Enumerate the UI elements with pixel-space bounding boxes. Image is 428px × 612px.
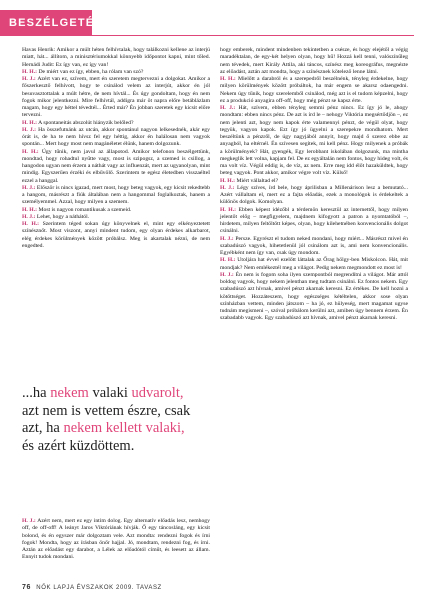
section-title: BESZÉLGETÉS (9, 17, 103, 29)
paragraph-text: Most is nagyon romantikusak a szemeid. (38, 206, 132, 213)
paragraph (22, 47, 210, 69)
speaker-label: H. H.: (22, 119, 38, 126)
pull-quote (22, 385, 212, 455)
right-column (220, 47, 408, 323)
speaker-label: H. J.: (220, 105, 236, 111)
paragraph (22, 207, 210, 214)
pull-quote-line-2: azt nem is vettem észre, csak (22, 402, 191, 419)
section-tab (0, 10, 103, 36)
left-column (22, 47, 210, 250)
paragraph (220, 105, 408, 178)
paragraph-text: Lehet, hogy a náthától. (36, 213, 90, 220)
section-rule (92, 35, 414, 36)
paragraph (22, 69, 210, 76)
speaker-label: H. J.: (220, 184, 235, 191)
paragraph-text: Azért nem, mert ez egy intim dolog. Egy alternatív előadás lesz, nemhogy off, de off-off! A leányt Jaros Viktóriának hívják. Ő egy táncosláng, egy kicsit bolond, és én egyszer már dolgoztam vele. Azt mondta: rendezni fogok és írni fogok! Mondta, hogy az írásban önőr hajjal. Jó, mondtam, rendezni fog, és írni. Aztán az előadást egy darabot, a Lélek az előadótól címűt, és leesett az állam. Ennyit tudok mondani. (22, 518, 210, 561)
paragraph-text: Azért van ez, szívem, mert én szeretem megtervezni a dolgokat. Amikor a főszerkesztő felhívott, hogy te csinálod velem az interjút, akkor én jól besuvasztottalak a múlt hétre, de nem hívtál... És úgy gondoltam, hogy én nem fogok mikor jelentkezni. Mire felhívtál, addigra már öt napra előre betáblázlam magam, hogy egy héttel tévedtél... Érted már? Én jobban szeretek egy kicsit előre tervezni. (22, 76, 210, 119)
paragraph-text: Légy szíves, írd bele, hogy áprilisban a Millenárison lesz a bemutató... Azért vállaltam el, mert ez a fajta előadás, ezek a monológok is érdekeltek a különös dolgok. Komolyan. (220, 184, 408, 206)
speaker-label: H. H.: (220, 177, 236, 184)
paragraph-text: Szerintem téged sokan úgy könyvelnek el, mint egy elkényeztetett színésznőt. Most viszont, annyi mindent tudom, egy olyan érdekes alkarbarot, elég érdekes körülmények között próbálsz. Meg is akartalak nézni, de nem engedted. (22, 221, 210, 249)
paragraph-text: Ha összefutnánk az utcán, akkor spontánul nagyon lelkesednék, akár egy órát is, de ha te nem hívsz fel egy héttig, akkor én halálosan nem vagyok spontán... Mert hogy most nem magánéletet élünk, hanem dolgozunk. (22, 126, 210, 148)
magazine-issue: NŐK LAPJA ÉVSZAKOK 2009. TAVASZ (36, 585, 162, 591)
paragraph (220, 185, 408, 207)
page-footer (22, 584, 162, 591)
paragraph-text: Én nem is fogom soha ilyen szempontból megrendítni a világot. Már attól boldog vagyok, hogy nekem jelenthan meg tudtam csinálni. Ez fontos nekem. Egy szabadúszó azt hívnak, amivel pénzt akarnak keresni. Ez értékes. De kell hozni a kötöttséget. Hozzáteszem, hogy egészséges kétéltelen, akkor sose olyan színházban vettem, minden játszom – ha jó, ez hülyeség, mert magamat ugyse tudnám megismeni –, szóval próbálom kerülni azt, amiben úgy bennem érzem. Én szabadabb vagyok. Egy szabadúszó azt hívnak, amivel pénzt akarnak keresni. (220, 271, 408, 322)
speaker-label: H. J.: (22, 184, 36, 191)
paragraph (220, 272, 408, 323)
paragraph-text: De miért van ez így, ebben, ha rólam van szó? (38, 68, 144, 75)
paragraph (22, 214, 210, 221)
paragraph-text: Mielőtt a darabról és a szerepedről beszélnénk, tényleg érdekelne, hogy milyen körülmények között próbáltok, ha már engem se akarsz odaengedni. Nekem úgy tűnik, hogy szerelemből csinálod, még azt is el tudom képzelni, hogy ez a produkció anyagira off-off, hogy még pénzt se kapsz érte. (220, 76, 408, 104)
pull-quote-line-1: ...ha nekem valaki udvarolt, (22, 385, 184, 401)
paragraph-text: Miért vállaltad el? (236, 177, 279, 184)
speaker-label: H. J.: (22, 76, 36, 82)
paragraph-text: Havas Henrik: Amikor a múlt héten felhívtalak, hogy találkozni kellene az interjú miatt, hát... állítom, a minisztériumokkal könnyebb időpontot kapni, mint tőled. Hernádi Judit: Ez így van, ez így van! (22, 47, 210, 68)
speaker-label: H. H.: (22, 221, 40, 227)
paragraph-text: Először is nincs igazad, mert most, hogy beteg vagyok, egy kicsit rekedtebb a hangom, másrészt a fiúk általában nem a hangommal foglalkoztak, hanem a személyemmel. Azzal, hogy milyen a szemem. (22, 184, 211, 206)
paragraph-text: Ebben képest idézőbl a térdemön keresztül az internettől, hogy milyen jelentőt előg – megfigyelem, majdnem kifogyott a patron a nyomtatóból –, hirdetem, milyen feltöltött képes, olyan, hogy kilehetnében konvencionális dolgot csinálni. (220, 206, 408, 235)
speaker-label: H. H.: (22, 68, 38, 75)
speaker-label: H. J.: (22, 126, 37, 133)
pull-quote-line-4: és azért küzdöttem. (22, 437, 135, 454)
paragraph (220, 207, 408, 236)
speaker-label: H. H.: (220, 76, 236, 82)
speaker-label: H. J.: (220, 235, 234, 242)
paragraph (220, 257, 408, 272)
speaker-label: H. J.: (220, 271, 234, 278)
paragraph (22, 518, 210, 562)
left-column-continued (22, 518, 210, 562)
paragraph-text: Utoljára hat évvel ezelőtt láttalak az Őrag hölgy-ben Miskolcon. Hát, mit mondjak? Nem emlékeztél meg a világot. Pedig nekem megmondott ez most is! (220, 257, 409, 271)
paragraph (22, 120, 210, 127)
page-number: 76 (22, 584, 31, 591)
pull-quote-line-3: azt, ha nekem kellett valaki, (22, 420, 185, 436)
paragraph-text: Persze. Egyrészt el tudom neked mondani, hogy miért... Másrészt mivel én szabadúszó vagyok, hihetetlenül jól csinálom azt is, ami nem konvencionális. Egyébként nem így van, csak úgy mondom. (220, 235, 408, 256)
paragraph (220, 178, 408, 185)
paragraph-text: A spontaneitás abszolút hiányzik belőled? (38, 119, 134, 126)
paragraph-text: Hát, szívem, ebben tényleg semmi pénz nincs. Ez így jó le, ahogy mondtam: ebben nincs pénz. De azt is írd le – nehogy Viktória megsértődjön –, ez nem jelenti azt, hogy nem kapok érte valamennyi pénzt, de végül olyat, hogy tegyük, vagyon kapok. Ezt így jó ügyelni a szerepekre mondhatom. Mert beszéltünk a pénzről, de úgy nagyjából annyit, hogy majd ő szerez ebbe az anyagból, ha eltérnél. Én szívesen segítek, mi kell pénz. Hogy milyenek a próbák a körülmények? Hát, gyengék, Egy lerobbant iskolában dolgozunk, ma mintha megkeglik lett volna, kapjam fel. De ez egyáltalán nem fontos, hogy hideg volt, és ma volt víz. Végül eddig is, de víz, az nem. Erre meg idd élőt hazaküldtek, hogy beteg vagyok. Pont akkor, amikor végre volt víz. Külső! (220, 105, 408, 177)
speaker-label: H. J.: (22, 213, 36, 220)
paragraph (22, 185, 210, 207)
paragraph (220, 76, 408, 105)
speaker-label: H. J.: (22, 518, 36, 524)
speaker-label: H. H.: (220, 257, 236, 264)
paragraph (220, 236, 408, 258)
paragraph (22, 76, 210, 120)
paragraph (220, 47, 408, 76)
speaker-label: H. H.: (220, 206, 237, 213)
speaker-label: H. H.: (22, 148, 39, 155)
paragraph (22, 127, 210, 149)
speaker-label: H. H.: (22, 206, 38, 213)
paragraph-text: hogy emberek, mindent mindenben tekintetben a csésze, és hogy elejétől a végig maradéktalan, de egy-két helyen olyan, hogy hű! Hozzá kell tenni, valószínűleg nem tévedek, mert Király Attila, aki táncos, színész meg koreográfus, megnézte az előadást, aztán azt mondta, hogy a színésznek kötelező lenne látni. (220, 47, 408, 75)
paragraph-text: Úgy tűnik, nem javul az állapotod. Amikor telefonon beszélgettünk, mondtad, hogy rohadtul nyűtte vagy, most is szipogsz, a szemed is csillog, a hangodon ugyan nem érzem a náthát vagy az influenzát, mert az ugyanolyan, mint mindig. Egyszerűen érzéki és elbűvölő. Szerintem te egész életedben visszaélteI ezzel a hanggal. (22, 148, 210, 184)
paragraph (22, 149, 210, 185)
paragraph (22, 221, 210, 250)
